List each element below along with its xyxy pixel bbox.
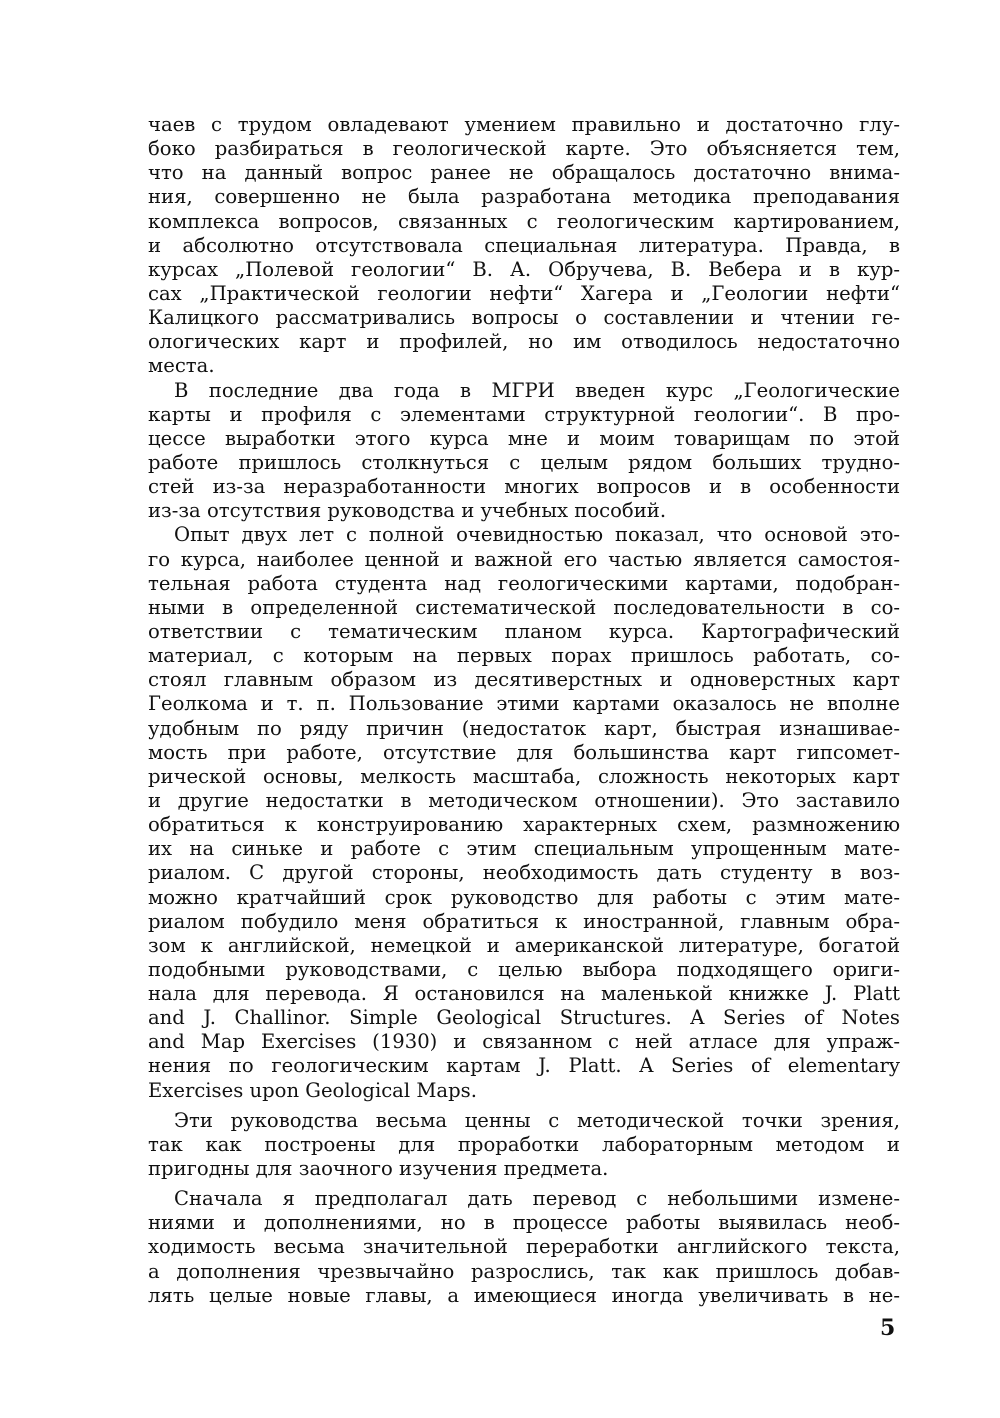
text-line: чаев с трудом овладевают умением правильно и достаточно глу- [148,113,900,136]
text-line: зом к английской, немецкой и американской литературе, богатой [148,933,900,957]
text-line: мость при работе, отсутствие для большинства карт гипсомет- [148,740,900,764]
text-line: сах „Практической геологии нефти“ Хагера и „Геологии нефти“ [148,281,900,305]
text-line: риалом побудило меня обратиться к иностранной, главным обра- [148,909,900,933]
text-line: ологических карт и профилей, но им отводилось недостаточно [148,330,900,354]
text-line: их на синьке и работе с этим специальным упрощенным мате- [148,837,900,861]
text-line: Эти руководства весьма ценны с методической точки зрения, [174,1108,900,1132]
text-line: материал, с которым на первых порах пришлось работать, со- [148,644,900,668]
text-line: нения по геологическим картам J. Platt. A Series of elementary [148,1054,900,1078]
paragraph [148,1187,900,1308]
text-line: Сначала я предполагал дать перевод с небольшими измене- [174,1187,900,1211]
text-line: обратиться к конструированию характерных схем, размножению [148,813,900,837]
page-number: 5 [880,1315,896,1341]
text-line: and J. Challinor. Simple Geological Structures. A Series of Notes [148,1006,900,1030]
text-line: Калицкого рассматривались вопросы о составлении и чтении ге- [148,306,900,330]
text-line: ными в определенной систематической последовательности в со- [148,595,900,619]
paragraph [148,379,900,524]
text-line: стоял главным образом из десятиверстных и одноверстных карт [148,668,900,692]
text-line: удобным по ряду причин (недостаток карт, быстрая изнашивае- [148,716,900,740]
text-line: Опыт двух лет с полной очевидностью показал, что основой это- [174,523,900,547]
text-line: ния, совершенно не была разработана методика преподавания [148,185,900,209]
text-line: тельная работа студента над геологическими картами, подобран- [148,571,900,595]
text-line: из-за отсутствия руководства и учебных пособий. [148,499,667,523]
text-line: работе пришлось столкнуться с целым рядом больших трудно- [148,450,900,474]
text-line: го курса, наиболее ценной и важной его частью является самостоя- [148,547,900,571]
paragraph [148,113,900,379]
text-line: подобными руководствами, с целью выбора подходящего ориги- [148,957,900,981]
paragraph [148,523,900,1102]
text-line: лять целые новые главы, а имеющиеся иногда увеличивать в не- [148,1283,900,1307]
body-text [148,113,900,1308]
paragraph [148,1109,900,1181]
text-line: что на данный вопрос ранее не обращалось достаточно внима- [148,161,900,185]
text-line: В последние два года в МГРИ введен курс „Геологические [174,378,900,402]
text-line: курсах „Полевой геологии“ В. А. Обручева, В. Вебера и в кур- [148,257,900,281]
text-line: и другие недостатки в методическом отношении). Это заставило [148,788,900,812]
text-line: and Map Exercises (1930) и связанном с ней атласе для упраж- [148,1030,900,1054]
text-line: ответствии с тематическим планом курса. Картографический [148,619,900,643]
text-line: стей из-за неразработанности многих вопросов и в особенности [148,475,900,499]
text-line: так как построены для проработки лабораторным методом и [148,1132,900,1156]
text-line: цессе выработки этого курса мне и моим товарищам по этой [148,426,900,450]
text-line: ходимость весьма значительной переработки английского текста, [148,1235,900,1259]
text-line: Геолкома и т. п. Пользование этими картами оказалось не вполне [148,692,900,716]
text-line: боко разбираться в геологической карте. Это объясняется тем, [148,137,900,161]
text-line: нала для перевода. Я остановился на маленькой книжке J. Platt [148,982,900,1006]
text-line: карты и профиля с элементами структурной геологии“. В про- [148,402,900,426]
text-line: риалом. С другой стороны, необходимость дать студенту в воз- [148,861,900,885]
text-line: можно кратчайший срок руководство для работы с этим мате- [148,885,900,909]
text-line: а дополнения чрезвычайно разрослись, так как пришлось добав- [148,1259,900,1283]
text-line: места. [148,354,215,378]
text-line: ниями и дополнениями, но в процессе работы выявилась необ- [148,1211,900,1235]
text-line: комплекса вопросов, связанных с геологическим картированием, [148,209,900,233]
text-line: и абсолютно отсутствовала специальная литература. Правда, в [148,233,900,257]
text-line: пригодны для заочного изучения предмета. [148,1157,609,1181]
text-line: рической основы, мелкость масштаба, сложность некоторых карт [148,764,900,788]
text-line: Exercises upon Geological Maps. [148,1078,477,1102]
